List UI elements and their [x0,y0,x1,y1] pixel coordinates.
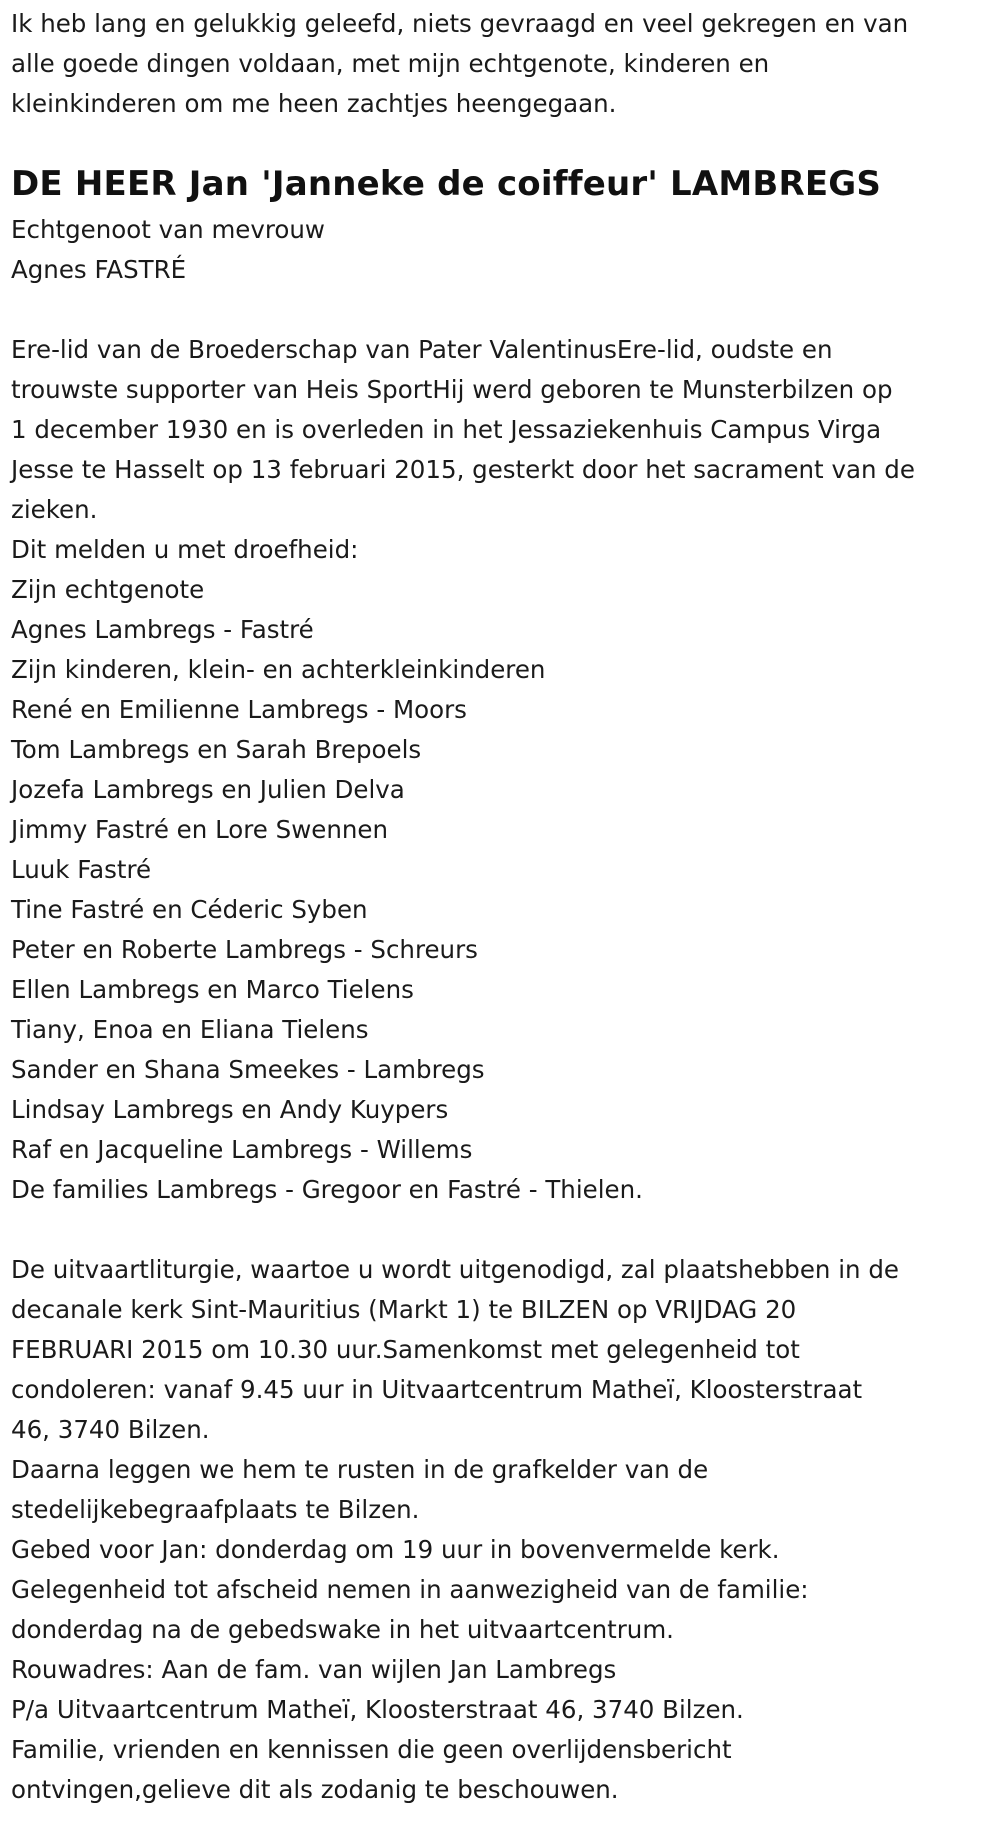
intro-line: Ik heb lang en gelukkig geleefd, niets gevraagd en veel gekregen en van [11,9,909,38]
family-line: Zijn kinderen, klein- en achterkleinkinderen [11,655,546,684]
spouse-paragraph [11,210,985,290]
spouse-line: Agnes FASTRÉ [11,255,187,284]
family-line: René en Emilienne Lambregs - Moors [11,695,467,724]
intro-line: alle goede dingen voldaan, met mijn echtgenote, kinderen en [11,49,770,78]
family-line: Jimmy Fastré en Lore Swennen [11,815,388,844]
family-line: Sander en Shana Smeekes - Lambregs [11,1055,485,1084]
funeral-line: Gelegenheid tot afscheid nemen in aanwezigheid van de familie: [11,1575,809,1604]
deceased-name-title: DE HEER Jan 'Janneke de coiffeur' LAMBREGS [11,164,882,204]
family-line: Agnes Lambregs - Fastré [11,615,314,644]
bio-line: Jesse te Hasselt op 13 februari 2015, gesterkt door het sacrament van de [11,455,915,484]
family-line: Luuk Fastré [11,855,152,884]
family-line: Tine Fastré en Céderic Syben [11,895,368,924]
funeral-line: ontvingen,gelieve dit als zodanig te beschouwen. [11,1775,619,1804]
bio-line: 1 december 1930 en is overleden in het Jessaziekenhuis Campus Virga [11,415,882,444]
funeral-line: decanale kerk Sint-Mauritius (Markt 1) te BILZEN op VRIJDAG 20 [11,1295,797,1324]
intro-paragraph [11,4,985,124]
family-line: Tom Lambregs en Sarah Brepoels [11,735,422,764]
family-line: Peter en Roberte Lambregs - Schreurs [11,935,478,964]
funeral-line: FEBRUARI 2015 om 10.30 uur.Samenkomst met gelegenheid tot [11,1335,800,1364]
funeral-line: De uitvaartliturgie, waartoe u wordt uitgenodigd, zal plaatshebben in de [11,1255,899,1284]
family-line: Jozefa Lambregs en Julien Delva [11,775,405,804]
funeral-line: 46, 3740 Bilzen. [11,1415,210,1444]
family-line: Tiany, Enoa en Eliana Tielens [11,1015,369,1044]
funeral-line: stedelijkebegraafplaats te Bilzen. [11,1495,420,1524]
spacer [11,290,985,330]
family-list [11,530,985,1210]
funeral-line: condoleren: vanaf 9.45 uur in Uitvaartcentrum Matheï, Kloosterstraat [11,1375,863,1404]
funeral-paragraph [11,1250,985,1810]
bio-line: trouwste supporter van Heis SportHij werd geboren te Munsterbilzen op [11,375,893,404]
family-line: De families Lambregs - Gregoor en Fastré - Thielen. [11,1175,643,1204]
funeral-line: donderdag na de gebedswake in het uitvaartcentrum. [11,1615,674,1644]
spacer [11,1210,985,1250]
funeral-line: Rouwadres: Aan de fam. van wijlen Jan Lambregs [11,1655,617,1684]
family-line: Zijn echtgenote [11,575,205,604]
spouse-line: Echtgenoot van mevrouw [11,215,325,244]
bio-line: Ere-lid van de Broederschap van Pater ValentinusEre-lid, oudste en [11,335,833,364]
funeral-line: Familie, vrienden en kennissen die geen overlijdensbericht [11,1735,732,1764]
funeral-line: Daarna leggen we hem te rusten in de grafkelder van de [11,1455,709,1484]
bio-paragraph [11,330,985,530]
intro-line: kleinkinderen om me heen zachtjes heengegaan. [11,89,617,118]
family-line: Dit melden u met droefheid: [11,535,359,564]
family-line: Ellen Lambregs en Marco Tielens [11,975,414,1004]
family-line: Raf en Jacqueline Lambregs - Willems [11,1135,473,1164]
bio-line: zieken. [11,495,98,524]
family-line: Lindsay Lambregs en Andy Kuypers [11,1095,449,1124]
funeral-line: Gebed voor Jan: donderdag om 19 uur in bovenvermelde kerk. [11,1535,780,1564]
funeral-line: P/a Uitvaartcentrum Matheï, Kloosterstraat 46, 3740 Bilzen. [11,1695,744,1724]
